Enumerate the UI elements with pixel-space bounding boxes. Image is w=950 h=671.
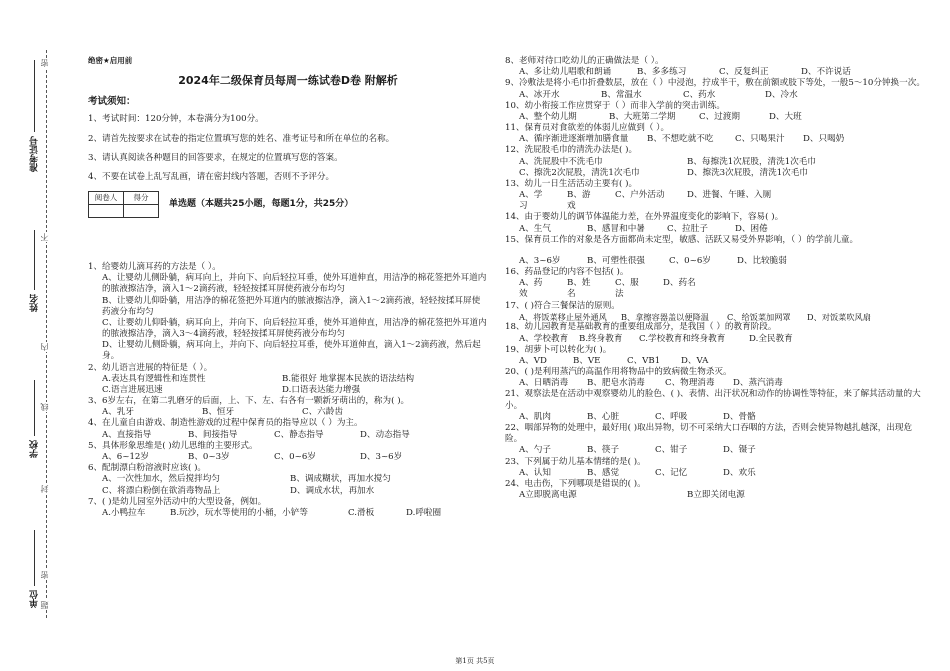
option: A、6~12岁	[102, 452, 149, 462]
question-text: 16、药品登记的内容不包括( )。	[505, 267, 629, 278]
score-table	[88, 191, 159, 218]
option: A立即脱离电源	[519, 490, 577, 501]
notice-item: 3、请认真阅读各种题目的回答要求，在规定的位置填写您的答案。	[88, 152, 343, 163]
seal-char: 内	[40, 343, 49, 351]
spacer	[88, 218, 488, 262]
option: A、直接指导	[102, 429, 152, 440]
option: A、多让幼儿唱歌和朗诵	[519, 67, 612, 78]
question	[505, 78, 925, 100]
question	[88, 363, 488, 397]
seal-char: 密	[40, 571, 49, 579]
score-section	[88, 191, 488, 218]
question	[505, 101, 925, 123]
option: C、VB1	[627, 355, 661, 366]
question-text: 18、幼儿园教育是基础教育的重要组成部分，是我国（ ）的教育阶段。	[505, 322, 777, 333]
option: D、只喝奶	[803, 134, 845, 145]
question-text: 9、冷敷法是将小毛巾折叠数层，放在（ ）中浸泡，拧成半干，敷在前额或肢下等处，一般5～10分钟换一次。	[505, 78, 925, 89]
option: D、3~6岁	[360, 452, 403, 462]
option: B.终身教育	[579, 333, 623, 344]
option: A、洗屁股中不洗毛巾	[519, 156, 603, 167]
option-row	[505, 134, 925, 145]
option: A、认知	[519, 467, 551, 478]
option-row	[505, 490, 925, 501]
option: B、筷子	[587, 445, 620, 456]
question-text: 17、( )符合三餐保洁的原则。	[505, 300, 620, 311]
question	[88, 441, 488, 463]
option-row	[88, 385, 488, 396]
option: D.呼啦圈	[406, 507, 442, 518]
option: A.表达具有逻辑性和连贯性	[102, 373, 206, 384]
score-cell[interactable]	[89, 205, 124, 218]
option: A、冰开水	[519, 89, 560, 100]
option: A、勺子	[519, 445, 551, 456]
school-label: 学校	[30, 440, 40, 458]
seal-char: 不	[40, 233, 49, 241]
option: A、乳牙	[102, 407, 134, 418]
seal-line	[46, 50, 47, 618]
option: B、不想吃就不吃	[647, 134, 714, 145]
option: C、将漂白粉倒在欲消毒物品上	[102, 485, 221, 496]
option-row	[88, 407, 488, 418]
question-text: 5、具体形象思维是( )幼儿思维的主要形式。	[88, 440, 258, 451]
section-heading: 单选题（本题共25小题，每题1分，共25分）	[169, 198, 354, 209]
option-row	[505, 157, 925, 168]
name-blank	[34, 230, 35, 290]
binding-margin	[0, 0, 60, 671]
option: B.能很好 地掌握本民族的语法结构	[282, 373, 415, 384]
option-row	[88, 452, 488, 463]
option: B、多多练习	[637, 67, 687, 78]
option: D、困倦	[735, 223, 768, 234]
option: B、让婴幼儿仰卧躺，用洁净的棉花签把外耳道内的脓液擦洁净，滴入1～2滴药液，轻轻按揉耳屏使药液分布均匀	[102, 295, 481, 317]
page-title: 2024年二级保育员每周一练试卷D卷 附解析	[178, 73, 398, 87]
question	[505, 212, 925, 234]
question	[505, 56, 925, 78]
question-text: 15、保育员工作的对象是各方面都尚未定型，敏感、活跃又易受外界影响，（ ）的学前儿童。	[505, 234, 859, 245]
option: D、擦洗3次屁股，清洗1次毛巾	[687, 167, 808, 178]
page-number: 第1页 共5页	[455, 657, 495, 665]
option-row	[88, 508, 488, 519]
question	[505, 322, 925, 344]
option: C、让婴幼儿仰卧躺，病耳向上，并向下、向后轻拉耳垂，使外耳道伸直，用洁净的棉花签把外耳道内的脓液擦洁净，滴入3～4滴药液，轻轻按揉耳屏使药液分布均匀	[102, 317, 487, 340]
option: A、肌肉	[519, 411, 551, 422]
option: A、循序渐进逐渐增加膳食量	[519, 134, 629, 145]
option: D、冷水	[765, 89, 798, 100]
question	[505, 389, 925, 423]
option: B、感冒和中暑	[587, 223, 645, 234]
question-text: 20、( )是利用蒸汽的高温作用将物品中的致病微生物杀灭。	[505, 367, 732, 378]
option: A、将饭菜移止屋外通风	[519, 311, 607, 322]
option-row	[505, 278, 925, 300]
option: C、呼吸	[655, 411, 688, 422]
option: A.小鸭拉车	[102, 507, 146, 518]
question-text: 8、老师对待口吃幼儿的正确做法是（ ）。	[505, 56, 664, 66]
seal-char: 封	[40, 485, 49, 493]
option: B、感觉	[587, 467, 620, 478]
seal-char: 密	[40, 59, 49, 67]
option: B、姓名	[567, 278, 591, 300]
question-text: 23、下列属于幼儿基本情绪的是( )。	[505, 456, 646, 467]
option: D、药名	[663, 278, 696, 289]
option: C、静态指导	[274, 429, 324, 440]
seal-char: 线	[40, 403, 49, 411]
option: A、学校教育	[519, 333, 569, 344]
option: D.全民教育	[749, 333, 793, 344]
question-text: 22、咽部异物的处理中，最好用( )取出异物，切不可采纳大口吞咽的方法，否则会使异物越扎越深，出现危险。	[505, 422, 913, 445]
option-row	[505, 356, 925, 367]
question-text: 2、幼儿语言进展的特征是（ ）。	[88, 362, 213, 373]
option: D、让婴幼儿侧卧躺，病耳向上，并向下、向后轻拉耳垂，使外耳道伸直，滴入1～2滴药液，然后起身。	[102, 340, 481, 362]
question	[88, 463, 488, 497]
option: D、动态指导	[360, 429, 410, 440]
option: A、药效	[519, 278, 543, 300]
question	[505, 267, 925, 301]
option: C、钳子	[655, 445, 688, 456]
question-text: 14、由于婴幼儿的调节体温能力差，在外界温度变化的影响下，容易( )。	[505, 212, 784, 223]
option: B、游戏	[567, 190, 591, 212]
question	[505, 457, 925, 479]
option-row	[505, 112, 925, 123]
question-text: 21、观察法是在活动中观察婴幼儿的脸色、( )、表情、出汗状况和动作的协调性等特征，来了解其活动量的大小。	[505, 389, 921, 411]
seal-char: 题	[40, 601, 49, 609]
notice-item: 4、不要在试卷上乱写乱画，请在密封线内答题，否则不予评分。	[88, 171, 335, 182]
option: A、日晒消毒	[519, 378, 569, 389]
option: B.玩沙，玩水等使用的小桶，小铲等	[170, 507, 308, 518]
option: D、调成水状，再加水	[290, 485, 375, 496]
option: B、每擦洗1次屁股，清洗1次毛巾	[687, 156, 816, 167]
question	[505, 145, 925, 179]
option: A、学习	[519, 190, 543, 212]
option: C、0~6岁	[669, 255, 711, 266]
option: C、拉肚子	[667, 223, 708, 234]
option: A、生气	[519, 223, 551, 234]
option: C.学校教育和终身教育	[639, 333, 726, 344]
option: C、擦洗2次屁股，清洗1次毛巾	[519, 167, 640, 178]
question	[505, 123, 925, 145]
option-row	[505, 312, 925, 323]
question-text: 3、6岁左右，在第二乳磨牙的后面，上、下、左、右各有一颗新牙萌出的，称为( )。	[88, 396, 410, 407]
option: C.滑板	[348, 507, 375, 518]
option: B、拿擦容器盖以便降温	[621, 311, 709, 322]
option: D、对饭菜吹风扇	[807, 311, 871, 322]
option: D、欢乐	[723, 467, 756, 478]
question	[88, 418, 488, 440]
option: C、药水	[683, 89, 716, 100]
exam-id-label: 准考证号	[30, 136, 40, 172]
option-row	[505, 168, 925, 179]
option-row	[505, 224, 925, 235]
option: C、六龄齿	[302, 407, 343, 418]
option-row	[505, 412, 925, 423]
right-column	[505, 56, 925, 501]
option-row	[505, 190, 925, 212]
question-text: 12、洗屁股毛巾的清洗办法是( )。	[505, 145, 638, 156]
option-row	[88, 474, 488, 485]
option-row	[505, 256, 925, 267]
left-column	[88, 56, 488, 519]
secret-label: 绝密★启用前	[88, 56, 133, 65]
option: C、0~6岁	[274, 452, 316, 462]
question	[505, 235, 925, 267]
question	[88, 262, 488, 363]
option-row	[88, 374, 488, 385]
score-table-grader: 阅卷人	[89, 192, 124, 205]
question-text: 11、保育员对食欲差的体弱儿应做到（ ）。	[505, 123, 670, 134]
option: A、一次性加水，然后搅拌均匀	[102, 474, 220, 485]
option: B立即关闭电源	[687, 490, 745, 501]
option: D、进餐、午睡、入厕	[687, 190, 772, 201]
option: C、只喝果汁	[735, 134, 785, 145]
question	[505, 301, 925, 323]
option: C、物理消毒	[665, 378, 715, 389]
option: C、给饭菜加网罩	[727, 311, 791, 322]
unit-blank	[34, 530, 35, 586]
option: C、户外活动	[615, 190, 665, 201]
question	[88, 497, 488, 519]
question-text: 6、配制漂白粉溶液时应该( )。	[88, 463, 207, 474]
option: B、常温水	[601, 89, 642, 100]
option: D、骨骼	[723, 411, 756, 422]
option: A、3~6岁	[519, 255, 561, 266]
question	[505, 345, 925, 367]
question	[505, 179, 925, 213]
option-row	[505, 468, 925, 479]
score-cell[interactable]	[124, 205, 159, 218]
question-text: 19、胡萝卜可以转化为( )。	[505, 344, 612, 355]
question-text: 1、给婴幼儿滴耳药的方法是（ ）。	[88, 262, 221, 273]
option: D、比较脆弱	[737, 255, 787, 266]
option: B、恒牙	[202, 407, 235, 418]
option: A、让婴幼儿侧卧躺，病耳向上，并向下、向后轻拉耳垂，使外耳道伸直，用洁净的棉花签把外耳道内的脓液擦洁净，滴入1～2滴药液，轻轻按揉耳屏使药液分布均匀	[102, 273, 487, 295]
name-label: 姓名	[30, 294, 40, 312]
option: A、VD	[519, 355, 547, 366]
notice-item: 2、请首先按要求在试卷的指定位置填写您的姓名、准考证号和所在单位的名称。	[88, 133, 395, 144]
exam-id-blank	[34, 60, 35, 132]
notice-item: 1、考试时间：120分钟，本卷满分为100分。	[88, 114, 264, 125]
question-text: 10、幼小衔接工作应贯穿于（ ）而非入学前的突击训练。	[505, 100, 725, 111]
option: B、0~3岁	[188, 452, 230, 462]
option-row	[88, 486, 488, 497]
question-text: 24、电击伤，下列哪项是错误的( )。	[505, 478, 646, 489]
option: B、调成糊状，再加水搅匀	[290, 474, 391, 485]
option-row	[88, 430, 488, 441]
option: B、肥皂水消毒	[587, 378, 645, 389]
option: D、大班	[769, 111, 802, 122]
option-row	[505, 378, 925, 389]
school-blank	[34, 380, 35, 436]
question	[505, 367, 925, 389]
option: B、间接指导	[188, 429, 238, 440]
question-text: 7、( )是幼儿园室外活动中的大型设备，例如。	[88, 496, 267, 507]
option-row	[505, 90, 925, 101]
question	[505, 423, 925, 457]
option: A、整个幼儿期	[519, 111, 577, 122]
option: D、VA	[681, 355, 709, 366]
option: D、镊子	[723, 445, 756, 456]
question-text: 4、在儿童自由游戏、制造性游戏的过程中保育员的指导应以（ ）为主。	[88, 418, 363, 429]
option: C、记忆	[655, 467, 688, 478]
option: B、心脏	[587, 411, 620, 422]
option-row	[505, 334, 925, 345]
notice-heading: 考试须知：	[88, 96, 136, 108]
option-row	[505, 445, 925, 456]
option: C、反复纠正	[719, 67, 769, 78]
option-row	[505, 67, 925, 78]
option: C、过渡期	[699, 111, 740, 122]
option: B、大班第二学期	[609, 111, 676, 122]
option: B、VE	[573, 355, 601, 366]
option: B、可塑性很强	[587, 255, 645, 266]
unit-label: 单位	[30, 590, 40, 608]
option: D、蒸汽消毒	[733, 378, 783, 389]
question	[505, 479, 925, 501]
question-text: 13、幼儿一日生活活动主要有( )。	[505, 178, 638, 189]
score-table-score: 得分	[124, 192, 159, 205]
option: D.口语表达能力增强	[282, 384, 361, 395]
option: C.语言进展迅速	[102, 384, 163, 395]
option: C、服法	[615, 278, 639, 300]
question	[88, 396, 488, 418]
option: D、不许说话	[801, 67, 851, 78]
